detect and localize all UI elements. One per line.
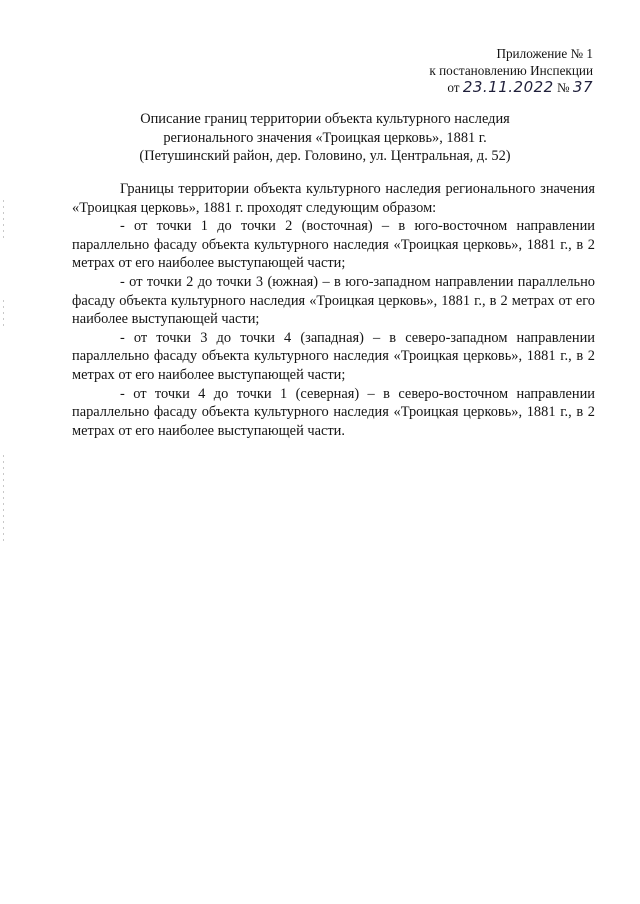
- number-label: №: [557, 80, 570, 95]
- boundary-item-3: - от точки 3 до точки 4 (западная) – в северо-западном направлении параллельно фасаду объекта культурного наследия «Троицкая церковь», 1881 г., в 2 метрах от его наиболее выступающей части;: [72, 329, 595, 383]
- scan-artifact: [3, 300, 4, 330]
- appendix-header: [333, 46, 593, 97]
- document-body: [72, 180, 595, 440]
- resolution-date-line: [333, 79, 593, 97]
- scan-artifact: [3, 455, 4, 545]
- boundary-item-2: - от точки 2 до точки 3 (южная) – в юго-западном направлении параллельно фасаду объекта культурного наследия «Троицкая церковь», 1881 г., в 2 метрах от его наиболее выступающей части;: [72, 273, 595, 328]
- handwritten-number: 37: [572, 78, 593, 96]
- scan-artifact: [3, 200, 4, 240]
- intro-paragraph: Границы территории объекта культурного наследия регионального значения «Троицкая церковь», 1881 г. проходят следующим образом:: [72, 181, 595, 216]
- title-line-2: регионального значения «Троицкая церковь», 1881 г.: [163, 129, 487, 146]
- boundary-item-4: - от точки 4 до точки 1 (северная) – в северо-восточном направлении параллельно фасаду объекта культурного наследия «Троицкая церковь», 1881 г., в 2 метрах от его наиболее выступающей части.: [72, 385, 595, 439]
- appendix-number: Приложение № 1: [496, 46, 593, 61]
- resolution-reference: к постановлению Инспекции: [429, 62, 593, 78]
- document-title: [60, 110, 590, 166]
- date-prefix: от: [447, 80, 460, 95]
- title-line-1: Описание границ территории объекта культурного наследия: [140, 111, 510, 127]
- title-line-3: (Петушинский район, дер. Головино, ул. Центральная, д. 52): [139, 148, 511, 164]
- handwritten-date: 23.11.2022: [462, 78, 554, 96]
- boundary-item-1: - от точки 1 до точки 2 (восточная) – в юго-восточном направлении параллельно фасаду объекта культурного наследия «Троицкая церковь», 1881 г., в 2 метрах от его наиболее выступающей части;: [72, 218, 595, 272]
